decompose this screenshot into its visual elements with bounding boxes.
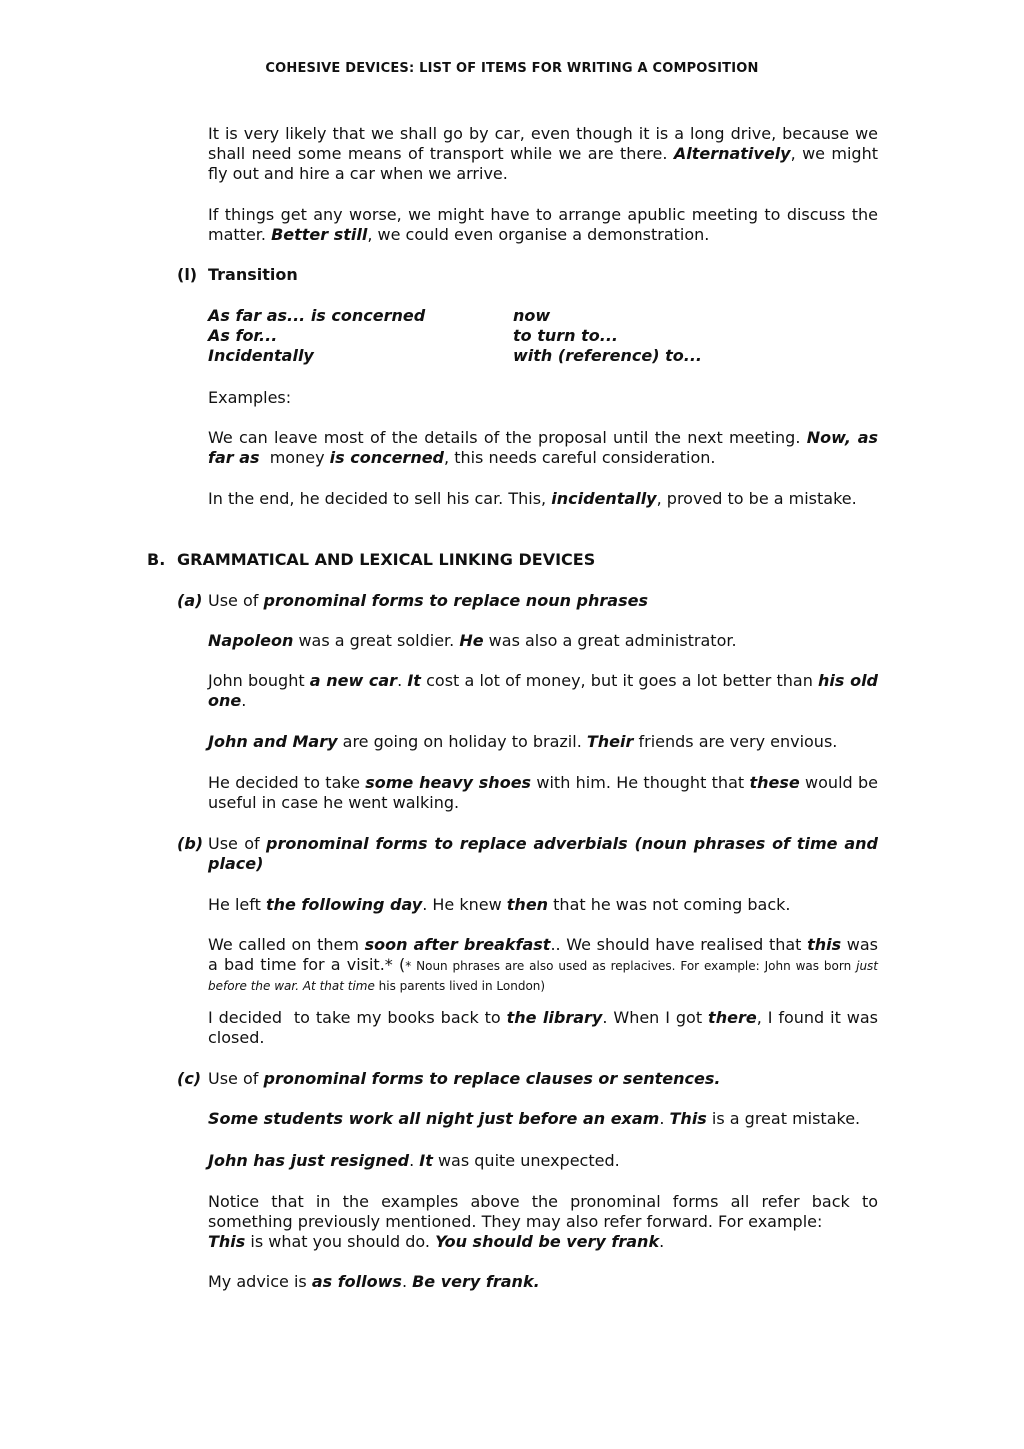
paragraph-advice bbox=[208, 1272, 878, 1292]
paragraph-left bbox=[208, 895, 878, 915]
section-b-title: GRAMMATICAL AND LEXICAL LINKING DEVICES bbox=[177, 550, 596, 569]
emphasis: Napoleon bbox=[208, 631, 294, 650]
emphasis: incidentally bbox=[551, 489, 657, 508]
paragraph-library bbox=[208, 1008, 878, 1048]
emphasis: Their bbox=[586, 732, 634, 751]
text: John bought bbox=[208, 671, 310, 690]
text: My advice is bbox=[208, 1272, 312, 1291]
paragraph-napoleon bbox=[208, 631, 878, 651]
text: Use of bbox=[208, 1069, 264, 1088]
section-c-marker: (c) bbox=[177, 1069, 202, 1088]
page-header: COHESIVE DEVICES: LIST OF ITEMS FOR WRITING A COMPOSITION bbox=[265, 61, 759, 76]
text: was also a great administrator. bbox=[483, 631, 737, 650]
text: . bbox=[409, 1151, 420, 1170]
emphasis: there bbox=[708, 1008, 757, 1027]
emphasis: his old one bbox=[208, 671, 879, 710]
paragraph-students bbox=[208, 1109, 878, 1129]
text: Notice that in the examples above the pronominal forms all refer back to something previously mentioned. They may also refer forward. For example: bbox=[208, 1192, 878, 1231]
text: with him. He thought that bbox=[531, 773, 750, 792]
paragraph-called bbox=[208, 935, 878, 995]
emphasis: the following day bbox=[265, 895, 423, 914]
text: . When I got bbox=[602, 1008, 709, 1027]
text: . bbox=[241, 691, 247, 710]
emphasis: a new car bbox=[309, 671, 398, 690]
emphasis: It bbox=[419, 1151, 433, 1170]
transition-list-right bbox=[513, 306, 702, 366]
emphasis: as follows bbox=[311, 1272, 402, 1291]
footnote-text: * Noun phrases are also used as replacives. For example: John was born bbox=[405, 959, 857, 973]
text: , this needs careful consideration. bbox=[444, 448, 716, 467]
transition-list-left bbox=[208, 306, 425, 366]
text: He decided to take bbox=[208, 773, 366, 792]
transition-item: As for... bbox=[208, 326, 278, 345]
emphasis: It bbox=[407, 671, 421, 690]
section-l-title: Transition bbox=[208, 265, 298, 284]
text: is a great mistake. bbox=[706, 1109, 861, 1128]
emphasis: Some students work all night just before an exam bbox=[208, 1109, 660, 1128]
emphasis: some heavy shoes bbox=[365, 773, 532, 792]
text: money bbox=[259, 448, 330, 467]
text: . bbox=[397, 671, 408, 690]
text: .. We should have realised that bbox=[550, 935, 808, 954]
text: We called on them bbox=[208, 935, 365, 954]
section-l-marker: (l) bbox=[177, 265, 198, 284]
text: was a great soldier. bbox=[293, 631, 460, 650]
text: , proved to be a mistake. bbox=[656, 489, 857, 508]
paragraph-holiday bbox=[208, 732, 878, 752]
text: that he was not coming back. bbox=[548, 895, 791, 914]
footnote-emphasis: just before the war. At that time bbox=[208, 959, 879, 993]
emphasis: Now, as far as bbox=[208, 428, 879, 467]
text: . bbox=[659, 1232, 665, 1251]
emphasis: This bbox=[669, 1109, 707, 1128]
transition-item: now bbox=[513, 306, 551, 325]
text: If things get any worse, we might have to arrange apublic meeting to discuss the matter. bbox=[208, 205, 878, 244]
examples-label: Examples: bbox=[208, 388, 292, 407]
text: Use of bbox=[208, 591, 264, 610]
text: . He knew bbox=[422, 895, 507, 914]
section-b-marker: B. bbox=[147, 550, 166, 569]
section-bb-marker: (b) bbox=[177, 834, 204, 853]
emphasis: is concerned bbox=[329, 448, 445, 467]
text: are going on holiday to brazil. bbox=[337, 732, 587, 751]
emphasis: these bbox=[749, 773, 800, 792]
transition-item: with (reference) to... bbox=[513, 346, 702, 365]
text: was a bad time for a visit.* ( bbox=[208, 935, 879, 974]
paragraph-john-car bbox=[208, 671, 878, 711]
text: cost a lot of money, but it goes a lot better than bbox=[420, 671, 819, 690]
text: was quite unexpected. bbox=[432, 1151, 620, 1170]
text: would be useful in case he went walking. bbox=[208, 773, 878, 812]
text: In the end, he decided to sell his car. This, bbox=[208, 489, 552, 508]
emphasis: You should be very frank bbox=[435, 1232, 660, 1251]
section-a-title: pronominal forms to replace noun phrases bbox=[263, 591, 648, 610]
paragraph-sell bbox=[208, 489, 878, 509]
text: It is very likely that we shall go by car, even though it is a long drive, because we shall need some means of transport while we are there. bbox=[208, 124, 878, 163]
emphasis: He bbox=[459, 631, 484, 650]
paragraph-worse bbox=[208, 205, 878, 245]
transition-item: Incidentally bbox=[208, 346, 314, 365]
emphasis: then bbox=[506, 895, 549, 914]
text: I decided to take my books back to bbox=[208, 1008, 507, 1027]
transition-item: to turn to... bbox=[513, 326, 618, 345]
emphasis: Alternatively bbox=[673, 144, 791, 163]
text: , we might fly out and hire a car when we arrive. bbox=[208, 144, 878, 183]
section-c-heading bbox=[208, 1069, 720, 1088]
section-c-title: pronominal forms to replace clauses or sentences. bbox=[263, 1069, 721, 1088]
text: , we could even organise a demonstration. bbox=[367, 225, 710, 244]
section-bb-heading bbox=[208, 834, 878, 874]
emphasis: This bbox=[208, 1232, 246, 1251]
emphasis: John has just resigned bbox=[208, 1151, 410, 1170]
transition-item: As far as... is concerned bbox=[208, 306, 426, 325]
emphasis: the library bbox=[506, 1008, 603, 1027]
paragraph-car bbox=[208, 124, 878, 184]
emphasis: this bbox=[807, 935, 842, 954]
emphasis: John and Mary bbox=[208, 732, 338, 751]
paragraph-meeting bbox=[208, 428, 878, 468]
emphasis: soon after breakfast bbox=[364, 935, 551, 954]
text: We can leave most of the details of the proposal until the next meeting. bbox=[208, 428, 807, 447]
text: . bbox=[659, 1109, 670, 1128]
footnote-text: his parents lived in London) bbox=[374, 979, 546, 993]
text: , I found it was closed. bbox=[208, 1008, 879, 1047]
text: . bbox=[401, 1272, 413, 1291]
paragraph-shoes bbox=[208, 773, 878, 813]
paragraph-notice bbox=[208, 1192, 878, 1252]
text: He left bbox=[208, 895, 266, 914]
emphasis: Be very frank. bbox=[412, 1272, 540, 1291]
section-bb-title: pronominal forms to replace adverbials (noun phrases of time and place) bbox=[208, 834, 879, 873]
paragraph-resigned bbox=[208, 1151, 878, 1171]
text: is what you should do. bbox=[245, 1232, 436, 1251]
emphasis: Better still bbox=[271, 225, 368, 244]
text: friends are very envious. bbox=[633, 732, 838, 751]
section-a-marker: (a) bbox=[177, 591, 203, 610]
section-a-heading bbox=[208, 591, 648, 610]
text: Use of bbox=[208, 834, 267, 853]
